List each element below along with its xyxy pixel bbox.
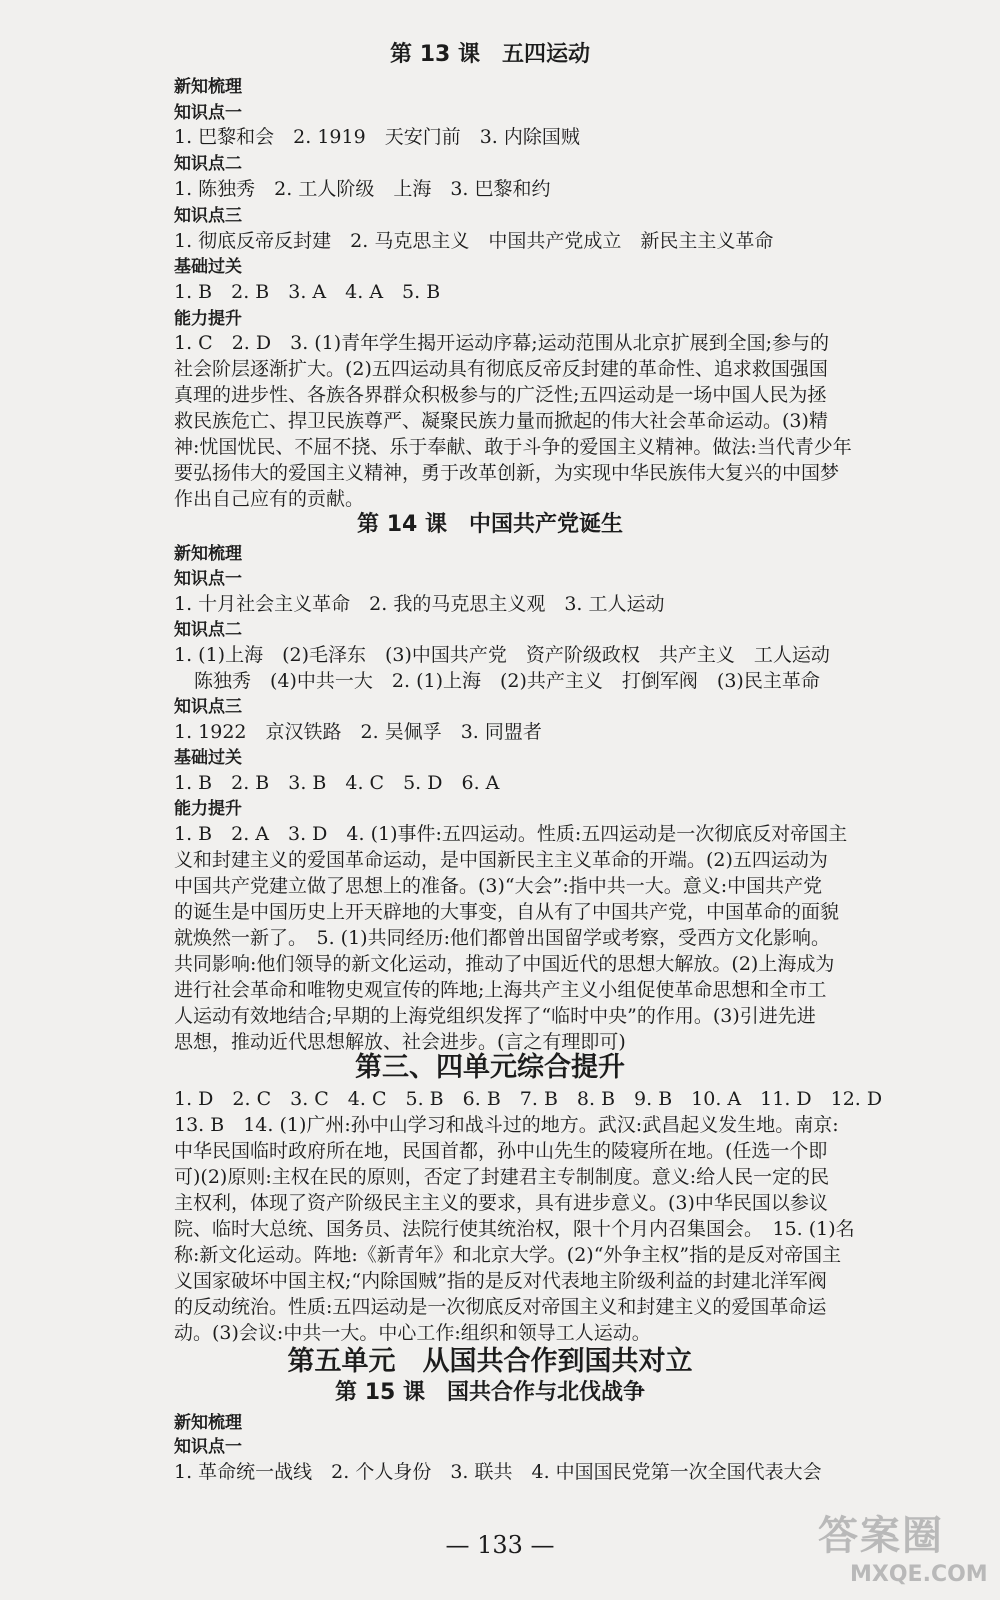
answer-line: 思想，推动近代思想解放、社会进步。(言之有理即可) xyxy=(174,1031,626,1053)
answer-line: 神:忧国忧民、不屈不挠、乐于奉献、敢于斗争的爱国主义精神。做法:当代青少年 xyxy=(174,436,852,458)
section-heading: 知识点三 xyxy=(174,697,242,717)
answer-line: 社会阶层逐渐扩大。(2)五四运动具有彻底反帝反封建的革命性、追求救国强国 xyxy=(174,358,828,380)
unit-5-title: 第五单元 从国共合作到国共对立 xyxy=(287,1346,693,1377)
answer-line: 1. B 2. B 3. B 4. C 5. D 6. A xyxy=(174,772,500,794)
watermark-logo xyxy=(810,1500,990,1590)
answer-line: 主权利，体现了资产阶级民主主义的要求，具有进步意义。(3)中华民国以参议 xyxy=(174,1192,828,1214)
section-heading: 知识点三 xyxy=(174,206,242,226)
answer-line: 1. D 2. C 3. C 4. C 5. B 6. B 7. B 8. B 9. B 10. A 11. D 12. D xyxy=(174,1088,883,1110)
answer-line: 1. 陈独秀 2. 工人阶级 上海 3. 巴黎和约 xyxy=(174,178,551,200)
answer-line: 的反动统治。性质:五四运动是一次彻底反对帝国主义和封建主义的爱国革命运 xyxy=(174,1296,827,1318)
watermark-text: 答案圈 xyxy=(818,1513,944,1559)
section-heading: 知识点一 xyxy=(174,103,242,123)
section-heading: 基础过关 xyxy=(174,748,242,768)
answer-line: 1. B 2. B 3. A 4. A 5. B xyxy=(174,281,441,303)
answer-line: 院、临时大总统、国务员、法院行使其统治权，限十个月内召集国会。 15. (1)名 xyxy=(174,1218,855,1240)
answer-line: 1. C 2. D 3. (1)青年学生揭开运动序幕;运动范围从北京扩展到全国;参与的 xyxy=(174,332,829,354)
answer-line: 中国共产党建立做了思想上的准备。(3)“大会”:指中共一大。意义:中国共产党 xyxy=(174,875,823,897)
answer-line: 的诞生是中国历史上开天辟地的大事变，自从有了中国共产党，中国革命的面貌 xyxy=(174,901,840,923)
answer-line: 1. 1922 京汉铁路 2. 吴佩孚 3. 同盟者 xyxy=(174,721,542,743)
section-heading: 能力提升 xyxy=(174,309,242,329)
answer-line: 救民族危亡、捍卫民族尊严、凝聚民族力量而掀起的伟大社会革命运动。(3)精 xyxy=(174,410,828,432)
answer-line: 就焕然一新了。 5. (1)共同经历:他们都曾出国留学或考察，受西方文化影响。 xyxy=(174,927,830,949)
answer-line: 要弘扬伟大的爱国主义精神，勇于改革创新，为实现中华民族伟大复兴的中国梦 xyxy=(174,462,840,484)
answer-line: 1. (1)上海 (2)毛泽东 (3)中国共产党 资产阶级政权 共产主义 工人运动 xyxy=(174,644,830,666)
unit-3-4-review-title: 第三、四单元综合提升 xyxy=(355,1052,625,1083)
answer-line: 1. 十月社会主义革命 2. 我的马克思主义观 3. 工人运动 xyxy=(174,593,665,615)
section-heading: 知识点一 xyxy=(174,569,242,589)
lesson-13-title: 第 13 课 五四运动 xyxy=(390,42,590,67)
section-heading: 知识点二 xyxy=(174,154,242,174)
answer-line: 义和封建主义的爱国革命运动，是中国新民主主义革命的开端。(2)五四运动为 xyxy=(174,849,828,871)
answer-line: 称:新文化运动。阵地:《新青年》和北京大学。(2)“外争主权”指的是反对帝国主 xyxy=(174,1244,842,1266)
section-heading: 新知梳理 xyxy=(174,1413,242,1433)
answer-line: 真理的进步性、各族各界群众积极参与的广泛性;五四运动是一场中国人民为拯 xyxy=(174,384,827,406)
answer-line: 共同影响:他们领导的新文化运动，推动了中国近代的思想大解放。(2)上海成为 xyxy=(174,953,835,975)
answer-line: 1. 巴黎和会 2. 1919 天安门前 3. 内除国贼 xyxy=(174,126,580,148)
lesson-15-title: 第 15 课 国共合作与北伐战争 xyxy=(335,1380,645,1405)
answer-line: 中华民国临时政府所在地，民国首都，孙中山先生的陵寝所在地。(任选一个即 xyxy=(174,1140,828,1162)
section-heading: 知识点一 xyxy=(174,1437,242,1457)
answer-line: 1. 彻底反帝反封建 2. 马克思主义 中国共产党成立 新民主主义革命 xyxy=(174,230,774,252)
section-heading: 新知梳理 xyxy=(174,77,242,97)
answer-line: 13. B 14. (1)广州:孙中山学习和战斗过的地方。武汉:武昌起义发生地。南京: xyxy=(174,1114,839,1136)
section-heading: 能力提升 xyxy=(174,799,242,819)
answer-line: 进行社会革命和唯物史观宣传的阵地;上海共产主义小组促使革命思想和全市工 xyxy=(174,979,827,1001)
section-heading: 知识点二 xyxy=(174,620,242,640)
answer-line: 义国家破坏中国主权;“内除国贼”指的是反对代表地主阶级利益的封建北洋军阀 xyxy=(174,1270,827,1292)
answer-line: 人运动有效地结合;早期的上海党组织发挥了“临时中央”的作用。(3)引进先进 xyxy=(174,1005,816,1027)
answer-line: 动。(3)会议:中共一大。中心工作:组织和领导工人运动。 xyxy=(174,1322,651,1344)
answer-line: 可)(2)原则:主权在民的原则，否定了封建君主专制制度。意义:给人民一定的民 xyxy=(174,1166,830,1188)
answer-line: 作出自己应有的贡献。 xyxy=(174,488,365,510)
answer-line: 1. 革命统一战线 2. 个人身份 3. 联共 4. 中国国民党第一次全国代表大会 xyxy=(174,1461,822,1483)
answer-line: 陈独秀 (4)中共一大 2. (1)上海 (2)共产主义 打倒军阀 (3)民主革命 xyxy=(194,670,820,692)
section-heading: 基础过关 xyxy=(174,257,242,277)
lesson-14-title: 第 14 课 中国共产党诞生 xyxy=(357,512,623,537)
answer-line: 1. B 2. A 3. D 4. (1)事件:五四运动。性质:五四运动是一次彻底反对帝国主 xyxy=(174,823,848,845)
section-heading: 新知梳理 xyxy=(174,544,242,564)
page-number: — 133 — xyxy=(445,1531,555,1559)
watermark-url: MXQE.COM xyxy=(850,1562,988,1587)
